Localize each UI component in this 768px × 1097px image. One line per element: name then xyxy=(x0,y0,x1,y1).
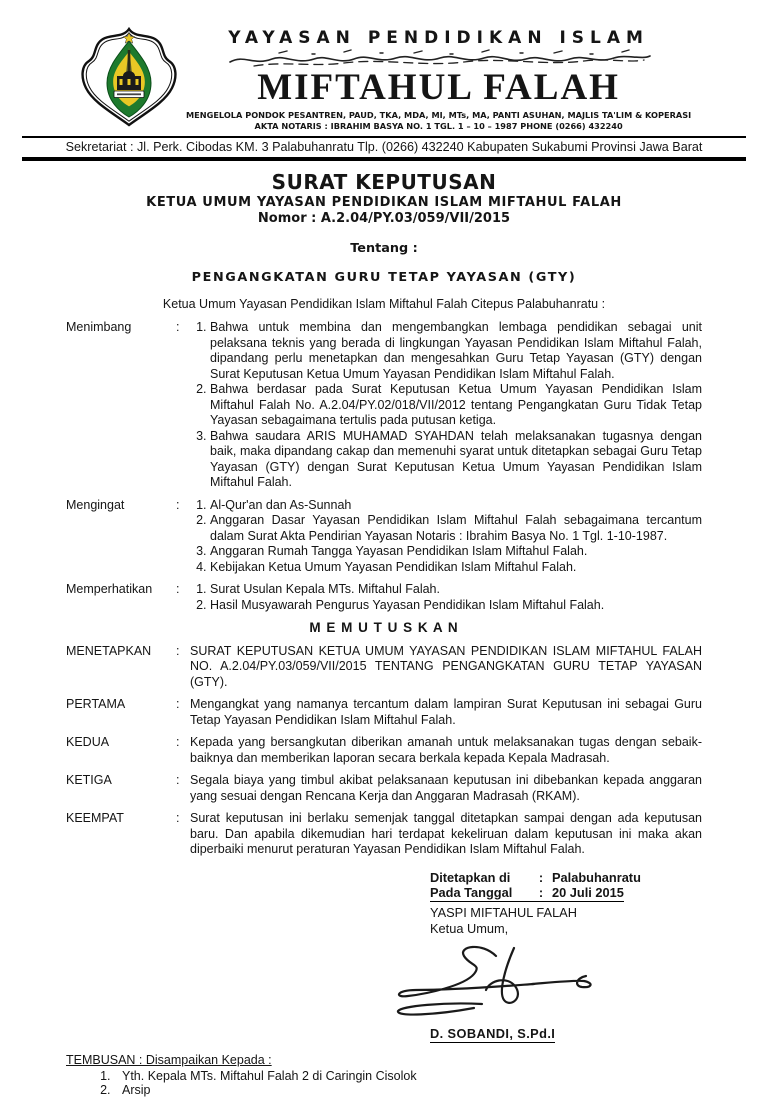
place-value: Palabuhanratu xyxy=(552,869,641,885)
mengingat-label: Mengingat xyxy=(66,497,125,512)
sekretariat-line: Sekretariat : Jl. Perk. Cibodas KM. 3 Palabuhanratu Tlp. (0266) 432240 Kabupaten Sukabumi Provinsi Jawa Barat xyxy=(65,140,703,154)
menetapkan-row xyxy=(66,644,702,691)
colon: : xyxy=(176,697,180,712)
kedua-row xyxy=(66,735,702,766)
list-item: 1. Al-Qur'an dan As-Sunnah xyxy=(210,498,702,514)
list-item: 3. Anggaran Rumah Tangga Yayasan Pendidikan Islam Miftahul Falah. xyxy=(210,544,702,560)
memperhatikan-section xyxy=(66,582,702,613)
date-label: Pada Tanggal xyxy=(430,884,513,900)
place-row xyxy=(430,870,641,885)
mengingat-section xyxy=(66,498,702,576)
signatory-org: YASPI MIFTAHUL FALAH xyxy=(430,904,577,920)
foundation-logo xyxy=(72,26,186,133)
opening-line: Ketua Umum Yayasan Pendidikan Islam Miftahul Falah Citepus Palabuhanratu : xyxy=(162,297,606,311)
list-item: 1. Surat Usulan Kepala MTs. Miftahul Falah. xyxy=(210,582,702,598)
decision-text: Surat keputusan ini berlaku semenjak tanggal ditetapkan sampai dengan ada keputusan baru. Dan apabila dikemudian hari terdapat kekeliruan dalam keputusan ini maka akan diperbaiki menurut peraturan Yayasan Pendidikan Islam Miftahul Falah. xyxy=(190,811,702,857)
colon: : xyxy=(176,773,180,788)
decision-text: Kepada yang bersangkutan diberikan amanah untuk melaksanakan tugas dengan sebaik-baiknya dan memberikan laporan secara berkala kepada Kepala Madrasah. xyxy=(190,735,702,765)
tembusan-heading: TEMBUSAN : Disampaikan Kepada : xyxy=(66,1052,272,1067)
colon: : xyxy=(176,497,180,512)
list-item: 2. Hasil Musyawarah Pengurus Yayasan Pendidikan Islam Miftahul Falah. xyxy=(210,598,702,614)
decision-label: KEDUA xyxy=(66,735,110,750)
org-manages-line: MENGELOLA PONDOK PESANTREN, PAUD, TKA, MDA, MI, MTs, MA, PANTI ASUHAN, MAJLIS TA'LIM & KOPERASI xyxy=(186,110,692,120)
colon: : xyxy=(538,884,544,900)
decision-text: SURAT KEPUTUSAN KETUA UMUM YAYASAN PENDIDIKAN ISLAM MIFTAHUL FALAH NO. A.2.04/PY.03/059/VII/2015 TENTANG PENGANGKATAN GURU TETAP YAYASAN (GTY). xyxy=(190,643,702,689)
menimbang-list xyxy=(190,320,702,491)
decision-label: MENETAPKAN xyxy=(66,643,152,658)
list-item: 3. Bahwa saudara ARIS MUHAMAD SYAHDAN telah melaksanakan tugasnya dengan baik, maka dipandang cakap dan memenuhi syarat untuk ditetapkan sebagai Guru Tetap Yayasan (GTY) dengan Surat Keputusan Ketua Umum Yayasan Pendidikan Islam Miftahul Falah. xyxy=(210,429,702,491)
list-item: 1. Bahwa untuk membina dan mengembangkan lembaga pendidikan sebagai unit pelaksana teknis yang berada di lingkungan Yayasan Pendidikan Islam Miftahul Falah, dipandang perlu menetapkan dan mengesahkan Guru Tetap Yayasan (GTY) dengan Surat Keputusan Ketua Umum Yayasan Pendidikan Islam Miftahul Falah. xyxy=(210,320,702,382)
document-title: SURAT KEPUTUSAN xyxy=(271,170,497,194)
document-subtitle: KETUA UMUM YAYASAN PENDIDIKAN ISLAM MIFTAHUL FALAH xyxy=(146,195,622,210)
colon: : xyxy=(176,320,180,334)
colon: : xyxy=(538,869,544,885)
decision-text: Segala biaya yang timbul akibat pelaksanaan keputusan ini dibebankan kepada anggaran yang sesuai dengan Rencana Kerja dan Anggaran Madrasah (RKAM). xyxy=(190,773,702,803)
place-label: Ditetapkan di xyxy=(430,869,511,885)
mengingat-list xyxy=(190,498,702,576)
org-type-line: YAYASAN PENDIDIKAN ISLAM xyxy=(228,28,649,48)
date-value: 20 Juli 2015 xyxy=(552,884,624,900)
ketiga-row xyxy=(66,773,702,804)
colon: : xyxy=(176,643,180,658)
letterhead-divider-bottom xyxy=(22,157,746,161)
list-item: 4. Kebijakan Ketua Umum Yayasan Pendidikan Islam Miftahul Falah. xyxy=(210,560,702,576)
list-item: 1. Yth. Kepala MTs. Miftahul Falah 2 di Caringin Cisolok xyxy=(114,1069,702,1083)
letterhead-text xyxy=(186,26,691,131)
org-name: MIFTAHUL FALAH xyxy=(257,67,620,108)
list-item: 2. Anggaran Dasar Yayasan Pendidikan Islam Miftahul Falah sebagaimana tercantum dalam Surat Akta Pendirian Yayasan Notaris : Ibrahim Basya No. 1 Tgl. 1-10-1987. xyxy=(210,513,702,544)
memutuskan-heading: M E M U T U S K A N xyxy=(309,620,459,635)
signature-block xyxy=(430,870,730,1043)
title-block xyxy=(0,170,768,311)
memperhatikan-label: Memperhatikan xyxy=(66,582,153,596)
pertama-row xyxy=(66,697,702,728)
shield-logo-icon xyxy=(72,26,186,128)
decision-label: KEEMPAT xyxy=(66,811,124,826)
memperhatikan-list xyxy=(190,582,702,613)
org-akta-line: AKTA NOTARIS : IBRAHIM BASYA NO. 1 TGL. 1 – 10 – 1987 PHONE (0266) 432240 xyxy=(254,121,623,131)
list-item: 2. Arsip xyxy=(114,1083,702,1097)
signatory-name: D. SOBANDI, S.Pd.I xyxy=(430,1025,556,1041)
colon: : xyxy=(176,811,180,826)
date-row xyxy=(430,885,624,902)
menimbang-label: Menimbang xyxy=(66,320,132,334)
decision-label: PERTAMA xyxy=(66,697,126,712)
document-subject: PENGANGKATAN GURU TETAP YAYASAN (GTY) xyxy=(191,270,577,285)
letterhead xyxy=(0,0,768,133)
signatory-role: Ketua Umum, xyxy=(430,920,509,936)
document-body xyxy=(66,320,702,858)
colon: : xyxy=(176,735,180,750)
tentang-label: Tentang : xyxy=(350,241,418,256)
tembusan-list xyxy=(66,1069,702,1097)
signature-icon xyxy=(384,940,646,1024)
colon: : xyxy=(176,582,180,596)
arabic-calligraphy-icon xyxy=(224,49,654,69)
document-number: Nomor : A.2.04/PY.03/059/VII/2015 xyxy=(257,211,511,226)
decision-text: Mengangkat yang namanya tercantum dalam lampiran Surat Keputusan ini sebagai Guru Tetap Yayasan Pendidikan Islam Miftahul Falah. xyxy=(190,697,702,727)
tembusan-section xyxy=(66,1053,702,1097)
decision-label: KETIGA xyxy=(66,773,112,788)
list-item: 2. Bahwa berdasar pada Surat Keputusan Ketua Umum Yayasan Pendidikan Islam Miftahul Falah No. A.2.04/PY.02/018/VII/2012 tentang Pengangkatan Guru Tidak Tetap Yayasan sebagaimana tertulis pada putusan ketiga. xyxy=(210,382,702,429)
keempat-row xyxy=(66,811,702,858)
menimbang-section xyxy=(66,320,702,491)
